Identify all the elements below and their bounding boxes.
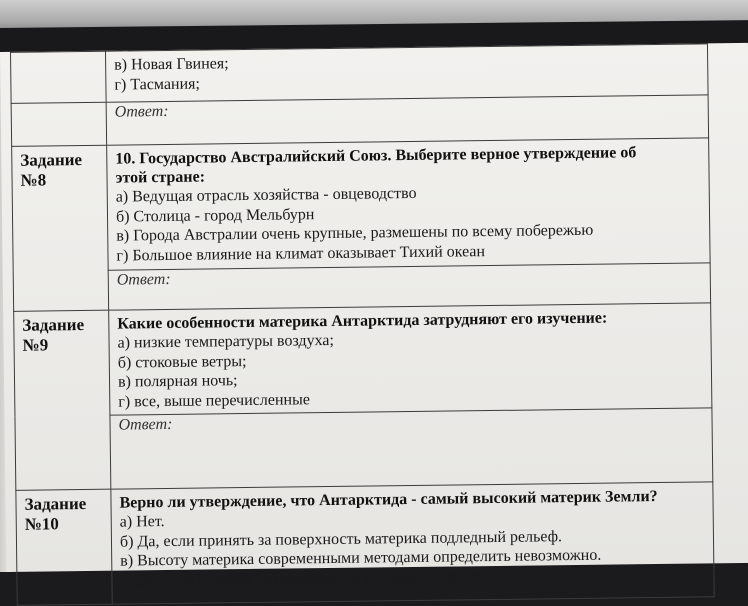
task9-option: в) полярная ночь; <box>117 372 238 391</box>
task9-question: Какие особенности материка Антарктида затрудняют его изучение: <box>117 309 608 333</box>
task8-option: в) Города Австралии очень крупные, размешены по всему побережью <box>116 221 594 245</box>
task7-options-cell <box>105 44 708 102</box>
task10-question: Верно ли утверждение, что Антарктида - самый высокий материк Земли? <box>119 487 658 512</box>
task7-options-row <box>11 44 709 104</box>
task8-question-row <box>12 138 710 272</box>
task7-option: в) Новая Гвинея; <box>114 55 229 74</box>
answer-label: Ответ: <box>118 415 173 434</box>
tasks-table <box>10 43 715 605</box>
task8-label-cell <box>12 145 109 311</box>
task8-option: а) Ведущая отрасль хозяйства - овцеводство <box>115 184 417 206</box>
task7-label-cell <box>11 102 107 146</box>
task10-option: в) Высоту материка современными методами определить невозможно. <box>120 546 602 570</box>
task9-label-cell <box>14 310 111 490</box>
task9-label: Задание <box>22 314 85 335</box>
task9-answer-row <box>15 408 713 491</box>
task8-question-cell <box>107 138 710 270</box>
answer-label: Ответ: <box>116 270 171 289</box>
task10-label-cell <box>16 489 112 605</box>
task9-question-row <box>14 303 712 417</box>
task8-option: б) Столица - город Мельбурн <box>115 205 315 226</box>
task8-option: г) Большое влияние на климат оказывает Тихий океан <box>116 242 486 265</box>
task8-question: 10. Государство Австралийский Союз. Выберите верное утверждение об <box>115 144 637 168</box>
task9-option: а) низкие температуры воздуха; <box>117 331 335 352</box>
task10-label: Задание <box>24 493 87 514</box>
task10-number: №10 <box>24 514 59 534</box>
task9-option: г) все, выше перечисленные <box>118 390 310 411</box>
task10-question-cell <box>111 482 714 604</box>
task10-question-row <box>16 482 714 606</box>
task9-option: б) стоковые ветры; <box>117 352 247 372</box>
task8-number: №8 <box>20 170 47 190</box>
task10-option: б) Да, если принять за поверхность материка подледный рельеф. <box>119 527 563 551</box>
task10-option: г) Да, если принять за поверхность материка ледниковый покров. <box>120 566 568 590</box>
task10-option: а) Нет. <box>119 513 165 531</box>
answer-label: Ответ: <box>114 102 169 121</box>
task7-option: г) Тасмания; <box>114 75 201 94</box>
task8-question-cont: этой стране: <box>115 168 206 187</box>
task9-question-cell <box>109 303 712 415</box>
task7-answer-cell[interactable] <box>106 95 708 145</box>
task9-answer-cell[interactable] <box>110 408 713 489</box>
task8-label: Задание <box>20 150 83 170</box>
task7-label-cell <box>11 51 107 103</box>
worksheet-page <box>0 43 748 590</box>
task9-number: №9 <box>22 335 49 355</box>
